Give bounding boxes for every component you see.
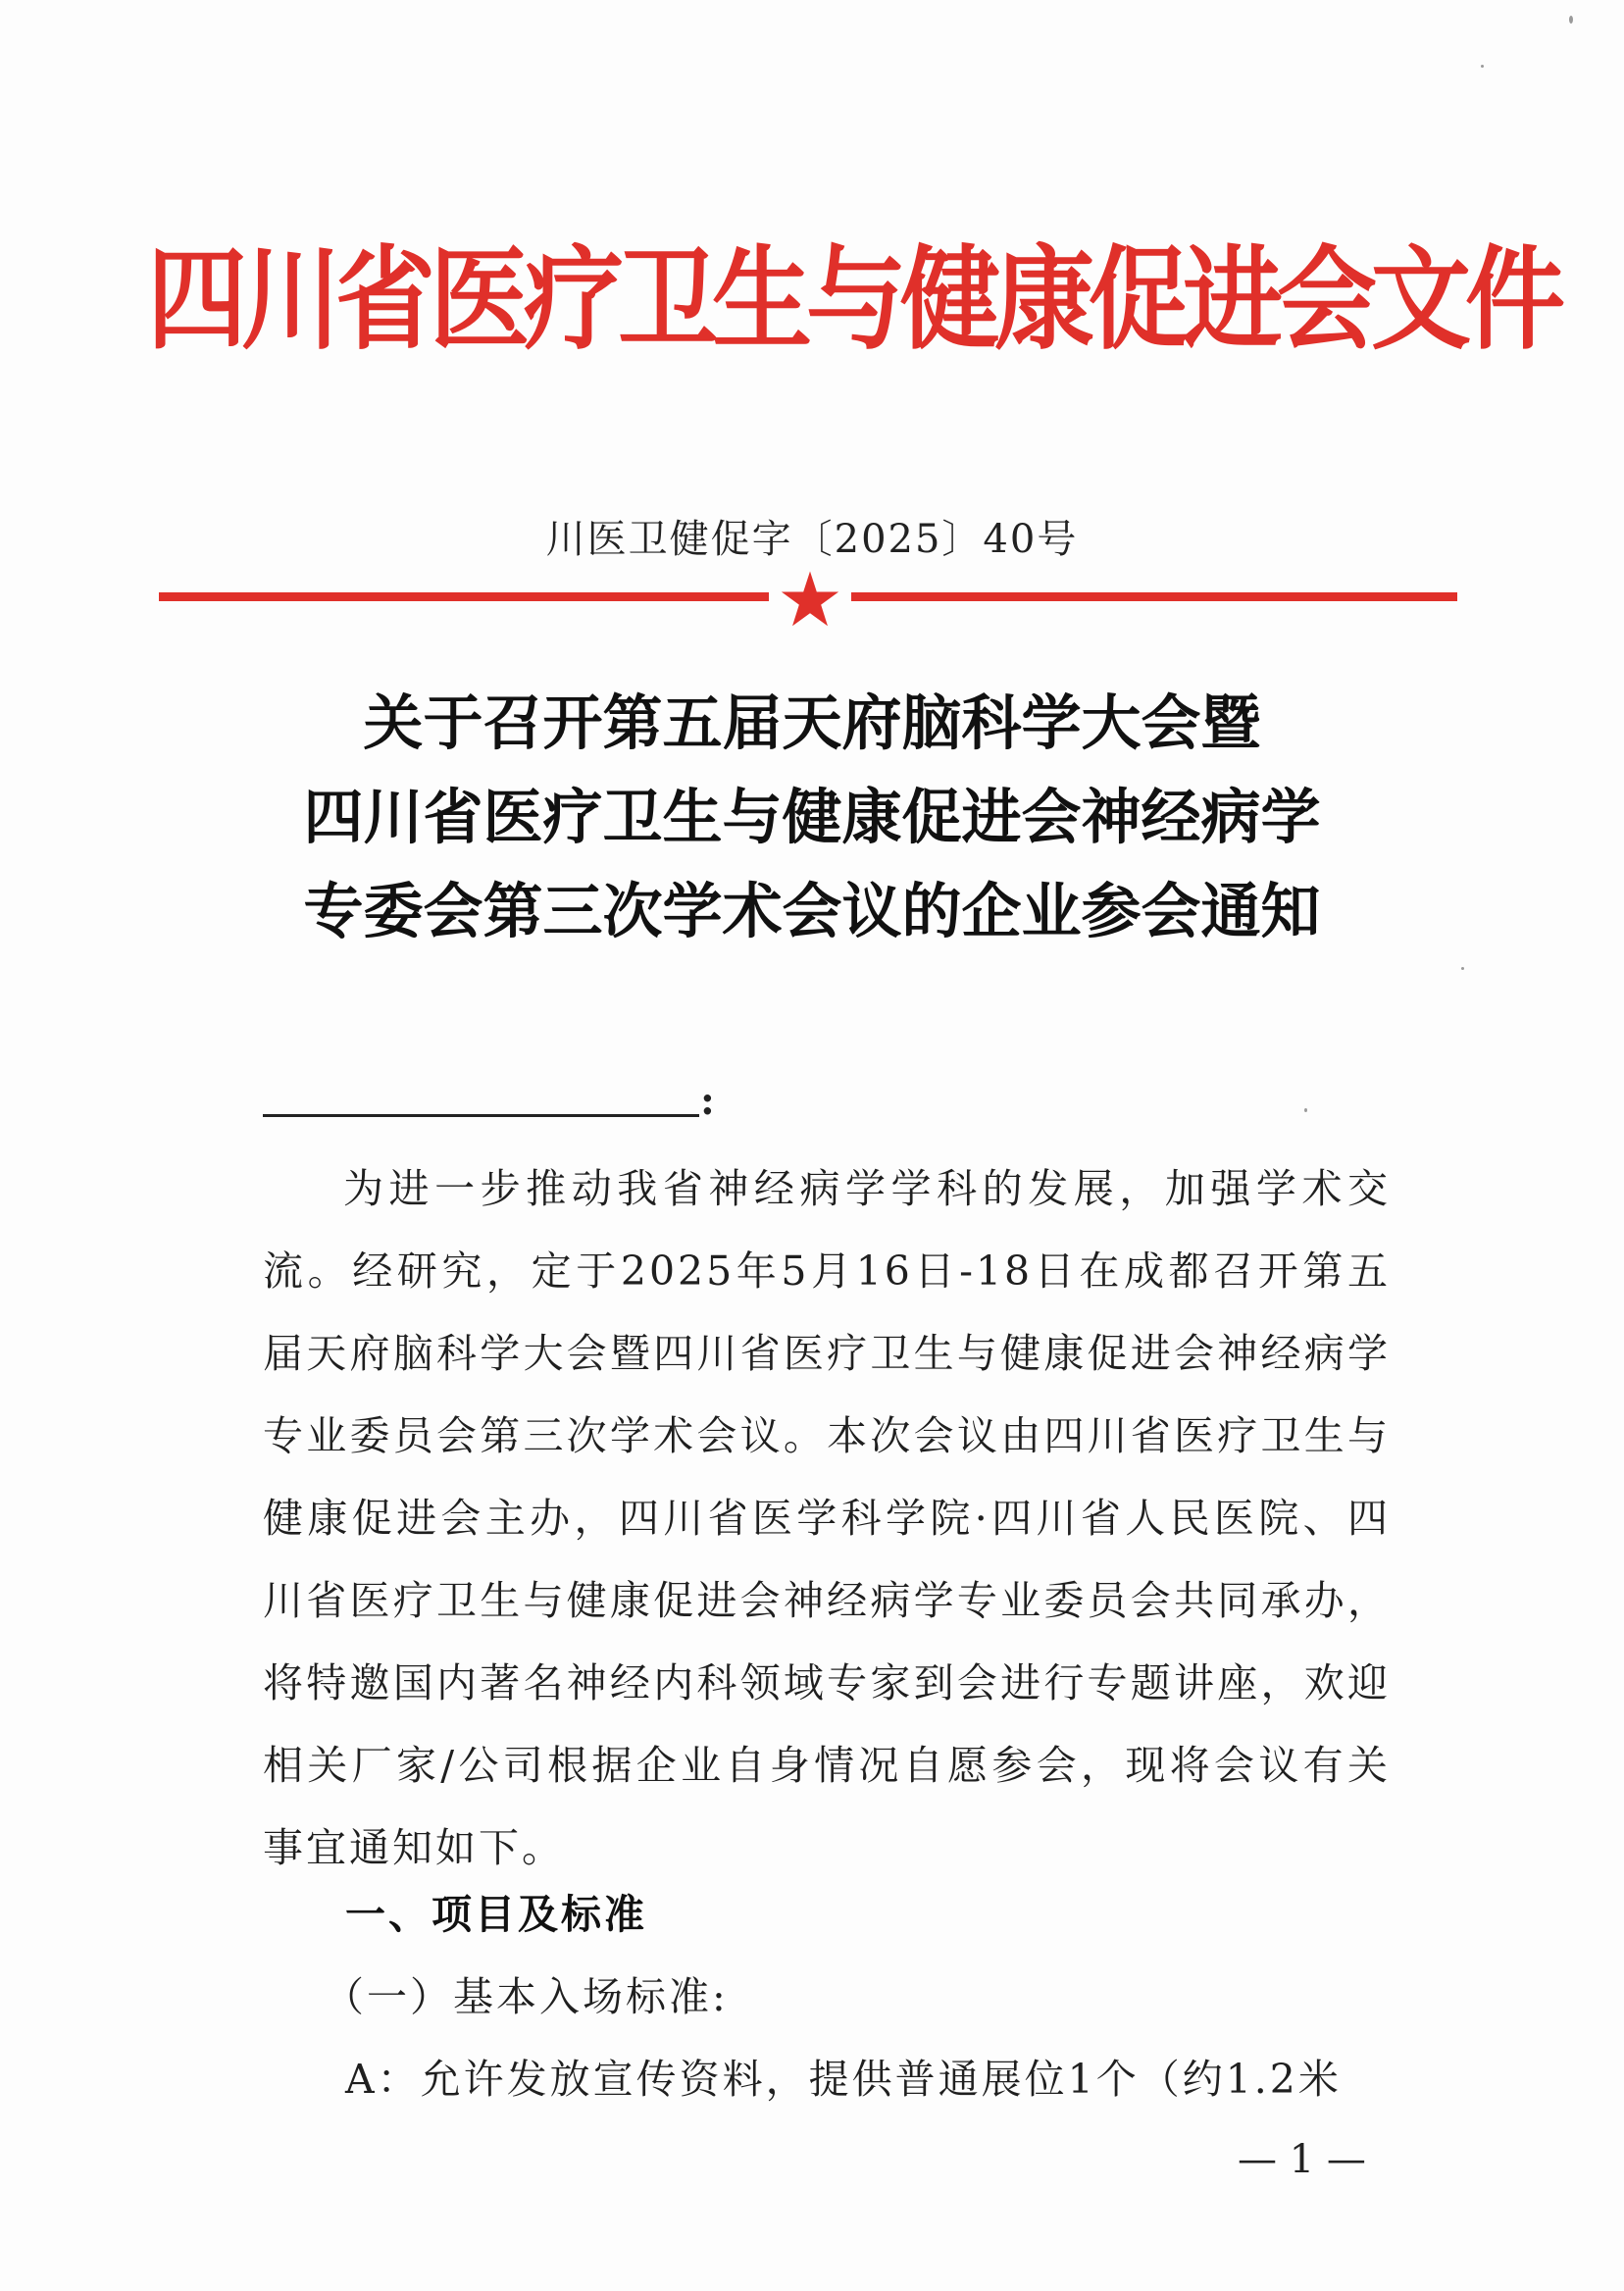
scan-speck bbox=[1461, 967, 1464, 970]
scan-speck bbox=[1481, 65, 1484, 68]
body-text bbox=[263, 1147, 1391, 1889]
red-rule-left bbox=[159, 592, 769, 601]
scan-speck bbox=[1304, 1108, 1307, 1112]
body-paragraph: 为进一步推动我省神经病学学科的发展，加强学术交流。经研究，定于2025年5月16日-18日在成都召开第五届天府脑科学大会暨四川省医疗卫生与健康促进会神经病学专业委员会第三次学术会议。本次会议由四川省医疗卫生与健康促进会主办，四川省医学科学院·四川省人民医院、四川省医疗卫生与健康促进会神经病学专业委员会共同承办，将特邀国内著名神经内科领域专家到会进行专题讲座，欢迎相关厂家/公司根据企业自身情况自愿参会，现将会议有关事宜通知如下。 bbox=[263, 1165, 1391, 1871]
notice-title-line-3: 专委会第三次学术会议的企业参会通知 bbox=[303, 877, 1321, 946]
notice-title-line-1: 关于召开第五届天府脑科学大会暨 bbox=[363, 688, 1261, 758]
red-star-icon bbox=[780, 569, 840, 630]
recipient-colon: : bbox=[700, 1078, 715, 1124]
notice-title-line-2: 四川省医疗卫生与健康促进会神经病学 bbox=[303, 783, 1321, 852]
org-file-title: 四川省医疗卫生与健康促进会文件 bbox=[147, 234, 1559, 367]
item-a-text: A：允许发放宣传资料，提供普通展位1个（约1.2米 bbox=[345, 2056, 1342, 2103]
document-number: 川医卫健促字〔2025〕40号 bbox=[545, 517, 1079, 562]
page-number: — 1 — bbox=[1238, 2137, 1366, 2182]
recipient-blank-line bbox=[263, 1114, 699, 1117]
notice-title bbox=[0, 677, 1624, 959]
subheading-basic-entry: （一）基本入场标准: bbox=[324, 1973, 729, 2020]
red-rule-right bbox=[851, 592, 1457, 601]
section-heading-1: 一、项目及标准 bbox=[345, 1891, 647, 1938]
scan-speck bbox=[1569, 16, 1573, 24]
